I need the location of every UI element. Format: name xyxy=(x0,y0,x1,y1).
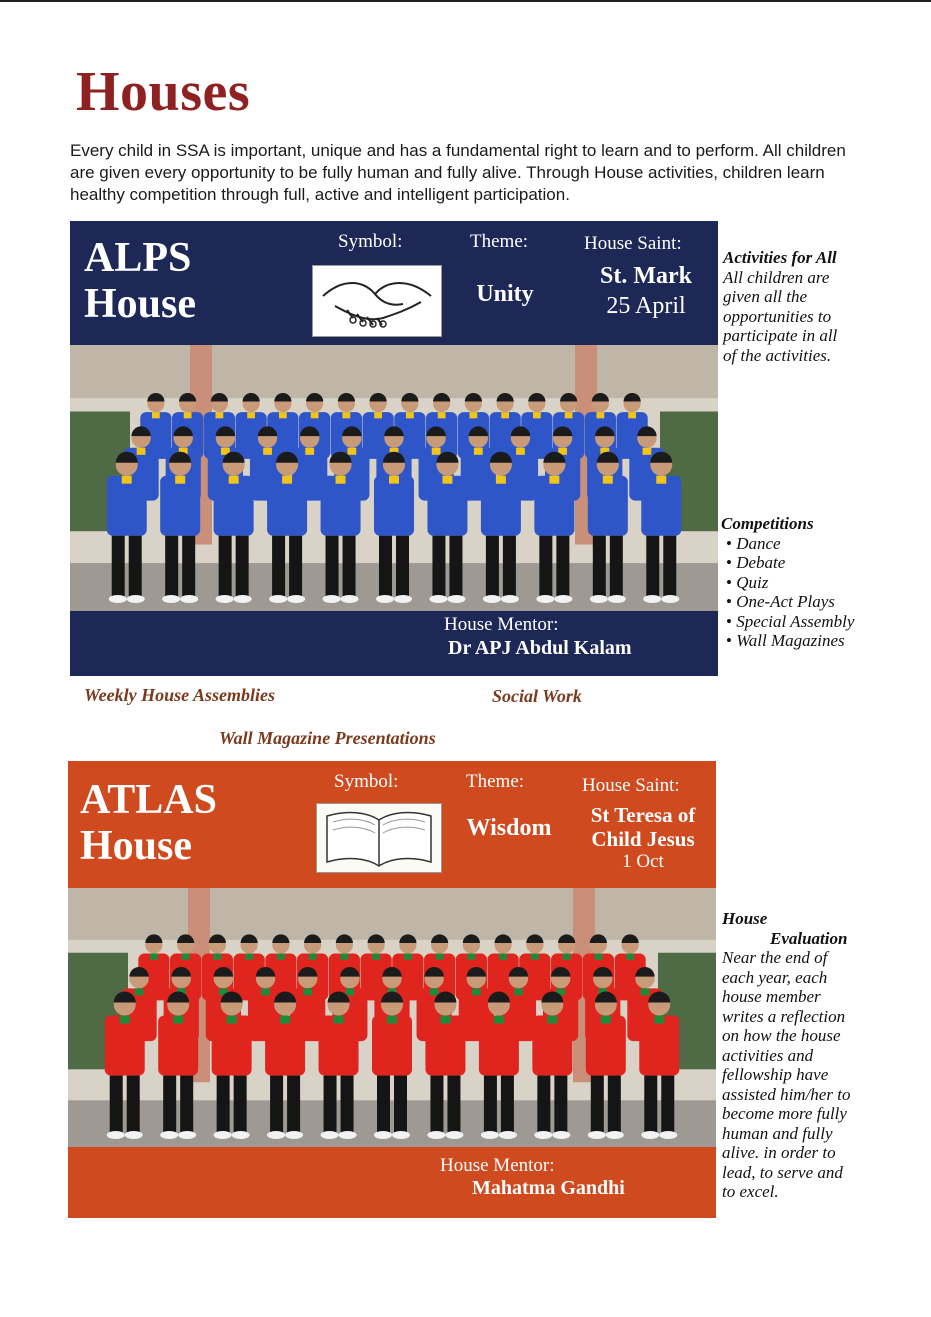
top-border xyxy=(0,0,931,2)
evaluation-line: on how the house xyxy=(722,1026,841,1045)
activities-line: participate in all xyxy=(723,326,838,345)
atlas-group-photo xyxy=(68,888,716,1147)
activities-line: opportunities to xyxy=(723,306,832,326)
activities-line: of the activities. xyxy=(723,345,832,365)
intro-paragraph: Every child in SSA is important, unique and has a fundamental right to learn and to perform. All children are given every opportunity to be fully human and fully alive. Through House activities, children learn healthy competition through full, active and intelligent participation. xyxy=(70,141,846,204)
alps-saint-date: 25 April xyxy=(606,293,686,319)
activities-line: All children are xyxy=(723,267,830,287)
activities-line: given all the xyxy=(723,287,808,306)
social-work-note: Social Work xyxy=(492,686,582,706)
atlas-mentor-name: Mahatma Gandhi xyxy=(472,1177,625,1199)
handshake-icon xyxy=(312,265,442,337)
activities-for-all xyxy=(723,248,923,365)
evaluation-heading-1: House xyxy=(722,909,768,928)
evaluation-line: become more fully xyxy=(722,1104,847,1123)
weekly-assemblies-note: Weekly House Assemblies xyxy=(84,685,275,705)
wall-magazine-note: Wall Magazine Presentations xyxy=(219,728,436,748)
alps-symbol-label: Symbol: xyxy=(338,231,403,252)
atlas-mentor-label: House Mentor: xyxy=(440,1155,555,1176)
atlas-saint-date: 1 Oct xyxy=(622,851,664,872)
competitions-list xyxy=(721,534,926,651)
competition-item: • Debate xyxy=(726,553,926,573)
competitions-section xyxy=(721,514,926,651)
alps-theme-value: Unity xyxy=(476,281,534,307)
alps-name-line2: House xyxy=(84,281,197,327)
evaluation-line: lead, to serve and xyxy=(722,1162,843,1182)
atlas-symbol-label: Symbol: xyxy=(334,771,399,792)
alps-mentor-label: House Mentor: xyxy=(444,614,559,635)
alps-name-line1: ALPS xyxy=(84,235,192,281)
page-title: Houses xyxy=(76,61,251,123)
atlas-name-line1: ATLAS xyxy=(80,777,217,823)
atlas-saint-name xyxy=(568,803,716,851)
atlas-saint-line1: St Teresa of xyxy=(590,803,696,827)
evaluation-line: each year, each xyxy=(722,967,828,987)
atlas-house-name xyxy=(80,777,217,869)
competition-item: • One-Act Plays xyxy=(726,592,926,612)
atlas-saint-line2: Child Jesus xyxy=(591,827,695,851)
evaluation-line: assisted him/her to xyxy=(722,1084,851,1104)
atlas-theme-label: Theme: xyxy=(466,771,525,792)
evaluation-heading-2: Evaluation xyxy=(770,928,848,948)
atlas-theme-value: Wisdom xyxy=(466,815,552,841)
alps-mentor-name: Dr APJ Abdul Kalam xyxy=(448,637,632,659)
competition-item: • Quiz xyxy=(726,573,926,593)
atlas-house-panel xyxy=(68,761,716,1218)
alps-house-panel xyxy=(70,221,718,676)
alps-theme-label: Theme: xyxy=(470,231,529,252)
open-book-icon xyxy=(316,803,442,873)
alps-house-name xyxy=(84,235,196,327)
atlas-name-line2: House xyxy=(80,823,193,869)
evaluation-line: to excel. xyxy=(722,1182,779,1201)
evaluation-line: writes a reflection xyxy=(722,1006,846,1026)
evaluation-line: human and fully xyxy=(722,1123,833,1143)
competition-item: • Dance xyxy=(726,534,926,554)
competition-item: • Special Assembly xyxy=(726,612,926,632)
alps-saint-name: St. Mark xyxy=(600,263,692,289)
evaluation-line: alive. in order to xyxy=(722,1143,836,1162)
activities-heading: Activities for All xyxy=(723,248,837,267)
atlas-saint-label: House Saint: xyxy=(582,775,680,796)
evaluation-line: Near the end of xyxy=(722,948,828,967)
evaluation-line: fellowship have xyxy=(722,1065,829,1084)
alps-group-photo xyxy=(70,345,718,611)
evaluation-line: activities and xyxy=(722,1045,814,1065)
competition-item: • Wall Magazines xyxy=(726,631,926,651)
alps-saint-label: House Saint: xyxy=(584,233,682,254)
competitions-heading: Competitions xyxy=(721,514,814,533)
evaluation-line: house member xyxy=(722,987,821,1006)
house-evaluation xyxy=(722,909,927,1202)
